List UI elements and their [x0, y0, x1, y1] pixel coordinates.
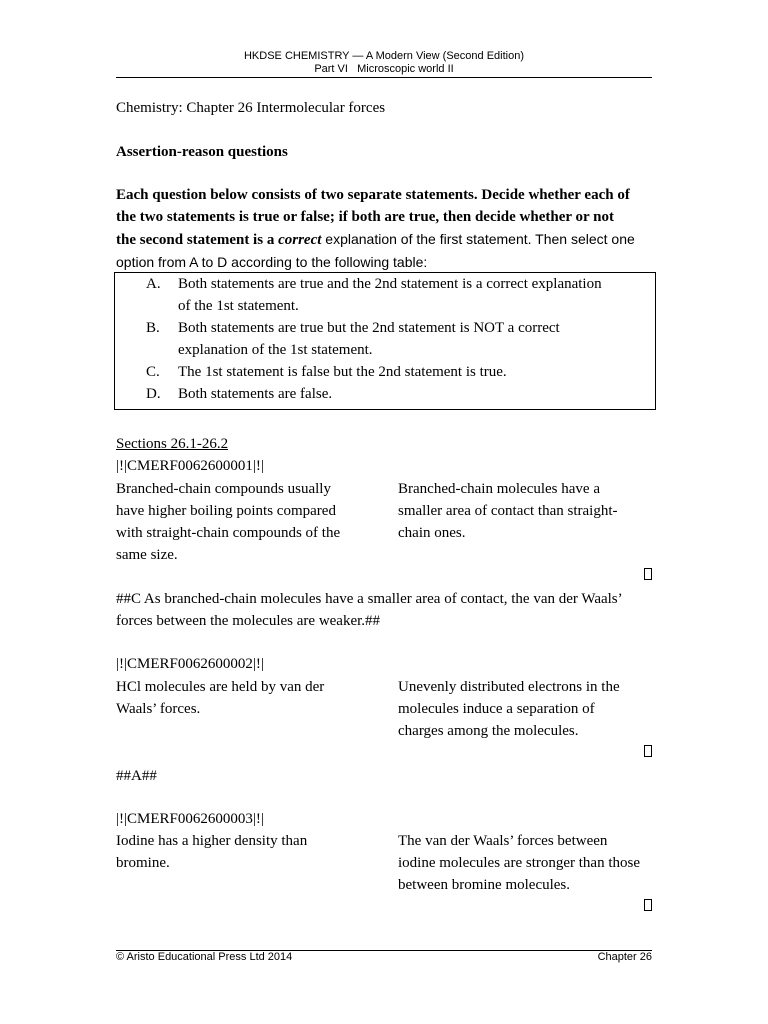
statement-line: Iodine has a higher density than [116, 833, 308, 849]
instructions [116, 184, 656, 273]
footer-copyright: © Aristo Educational Press Ltd 2014 [116, 951, 293, 963]
instructions-line: option from A to D according to the following table: [116, 254, 428, 270]
question-code: |!|CMERF0062600003|!| [116, 811, 264, 827]
statement-line: Unevenly distributed electrons in the [398, 679, 620, 695]
option-text: The 1st statement is false but the 2nd statement is true. [178, 364, 507, 380]
sections-label: Sections 26.1-26.2 [116, 436, 229, 452]
header-book-title: HKDSE CHEMISTRY — A Modern View (Second Edition) [243, 50, 524, 62]
statement-line: chain ones. [398, 525, 466, 541]
question-code: |!|CMERF0062600002|!| [116, 656, 264, 672]
answer-line: ##C As branched-chain molecules have a smaller area of contact, the van der Waals’ [116, 591, 623, 607]
answer-line: forces between the molecules are weaker.## [116, 613, 381, 629]
statement-line: iodine molecules are stronger than those [398, 855, 641, 871]
option-letter: D. [146, 386, 161, 402]
answer-line: ##A## [116, 768, 157, 784]
statement-2 [398, 478, 658, 544]
instructions-line [116, 228, 656, 251]
chapter-title: Chemistry: Chapter 26 Intermolecular forces [116, 100, 386, 116]
instructions-line: the two statements is true or false; if both are true, then decide whether or not [116, 209, 614, 225]
section-heading: Assertion-reason questions [116, 144, 288, 160]
footer-chapter: Chapter 26 [597, 951, 652, 963]
option-letter: B. [146, 320, 160, 336]
statement-line: molecules induce a separation of [398, 701, 595, 717]
statement-line: charges among the molecules. [398, 723, 579, 739]
header-part-title: Part VI Microscopic world II [314, 63, 454, 75]
instructions-bold-part: the second statement is a [116, 232, 279, 248]
header-rule [116, 77, 652, 78]
instructions-plain-part: explanation of the first statement. Then select one [321, 231, 635, 247]
option-text: of the 1st statement. [178, 298, 299, 314]
statement-line: bromine. [116, 855, 170, 871]
statement-line: between bromine molecules. [398, 877, 571, 893]
option-text: Both statements are true and the 2nd statement is a correct explanation [178, 276, 602, 292]
option-text: Both statements are true but the 2nd statement is NOT a correct [178, 320, 560, 336]
statement-1 [116, 478, 376, 566]
statement-line: with straight-chain compounds of the [116, 525, 341, 541]
instructions-line: Each question below consists of two separate statements. Decide whether each of [116, 187, 630, 203]
instructions-emphasis: correct [278, 232, 322, 248]
statement-line: Waals’ forces. [116, 701, 201, 717]
option-text: Both statements are false. [178, 386, 333, 402]
option-letter: A. [146, 276, 161, 292]
statement-line: The van der Waals’ forces between [398, 833, 608, 849]
statement-line: have higher boiling points compared [116, 503, 336, 519]
statement-line: Branched-chain compounds usually [116, 481, 331, 497]
missing-glyph-icon [644, 899, 652, 911]
statement-line: HCl molecules are held by van der [116, 679, 325, 695]
statement-2 [398, 830, 658, 896]
question-code: |!|CMERF0062600001|!| [116, 458, 264, 474]
statement-line: same size. [116, 547, 178, 563]
option-letter: C. [146, 364, 160, 380]
statement-2 [398, 676, 658, 742]
statement-1 [116, 830, 376, 874]
option-text: explanation of the 1st statement. [178, 342, 373, 358]
statement-1 [116, 676, 376, 720]
missing-glyph-icon [644, 745, 652, 757]
statement-line: smaller area of contact than straight- [398, 503, 618, 519]
running-header [116, 50, 652, 76]
missing-glyph-icon [644, 568, 652, 580]
statement-line: Branched-chain molecules have a [398, 481, 600, 497]
